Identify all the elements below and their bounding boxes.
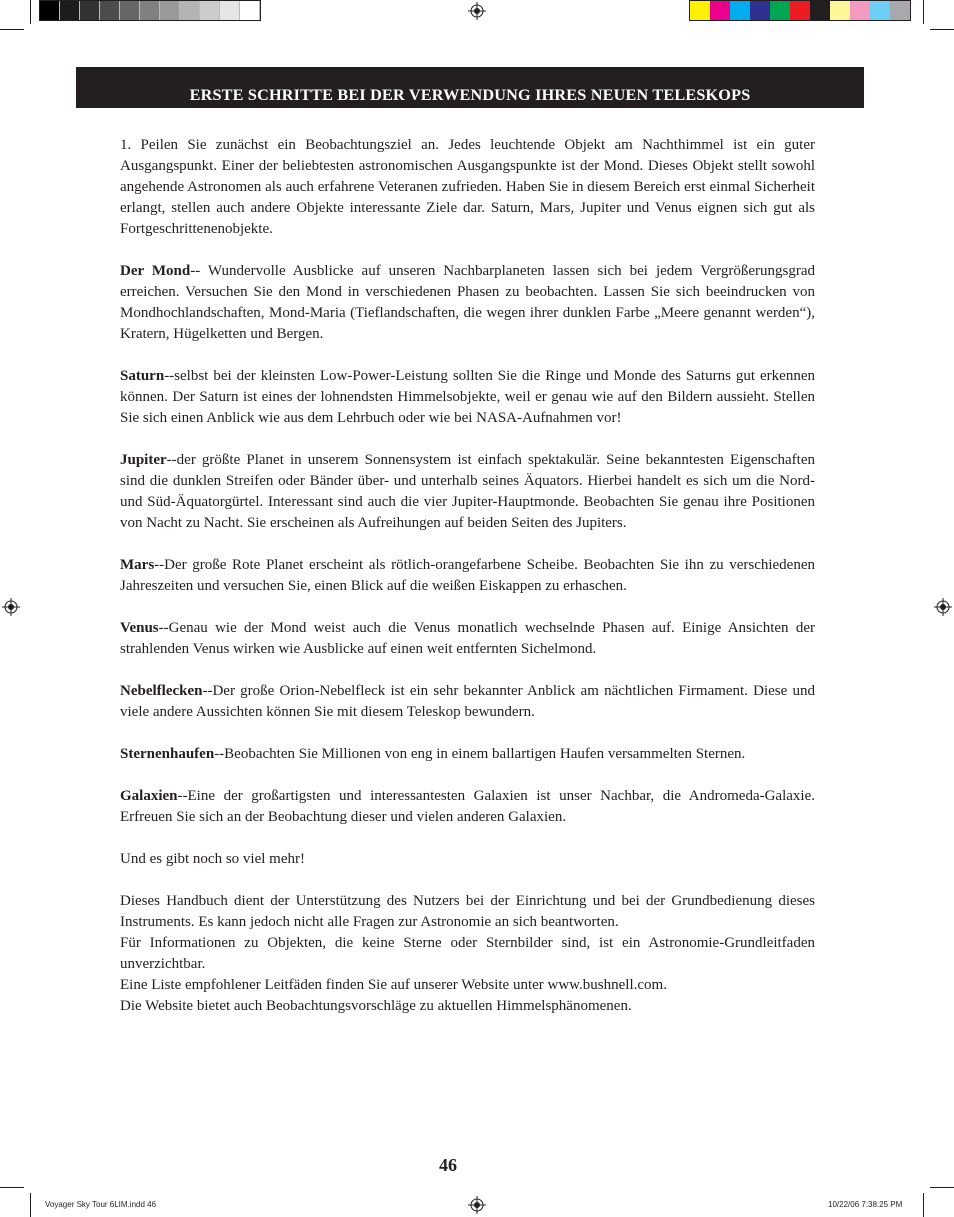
closing-line-2: Für Informationen zu Objekten, die keine Sterne oder Sternbilder sind, ist ein Astronomie-Grundleitfaden unverzichtbar. [120,935,815,972]
text-mars: --Der große Rote Planet erscheint als rötlich-orangefarbene Scheibe. Beobachten Sie ihn zu verschiedenen Jahreszeiten und versuchen Sie, einen Blick auf die weißen Eiskappen zu erhaschen. [120,557,815,594]
grayscale-swatch [140,1,160,20]
grayscale-swatch [200,1,220,20]
paragraph-mars [120,555,815,597]
grayscale-swatch [220,1,240,20]
page-number: 46 [439,1155,457,1175]
section-header-bar [76,67,864,108]
text-moon: -- Wundervolle Ausblicke auf unseren Nachbarplaneten lassen sich bei jedem Vergrößerungsgrad erreichen. Versuchen Sie den Mond in verschiedenen Phasen zu beobachten. Lassen Sie sich beeindrucken von Mondhochlandschaften, Mond-Maria (Tieflandschaften, die wegen ihrer dunklen Farbe „Meere genannt werden“), Kratern, Hügelketten und Bergen. [120,263,815,342]
term-venus: Venus [120,620,159,636]
term-nebulae: Nebelflecken [120,683,203,699]
text-saturn: --selbst bei der kleinsten Low-Power-Leistung sollten Sie die Ringe und Monde des Saturns gut erkennen können. Der Saturn ist eines der lohnendsten Himmelsobjekte, weil er genau wie auf den Bildern aussieht. Stellen Sie sich einen Anblick wie aus dem Lehrbuch oder wie bei NASA-Aufnahmen vor! [120,368,815,426]
color-swatch [690,1,710,20]
color-swatch [790,1,810,20]
crop-mark-bottom-right-v [923,1193,924,1217]
paragraph-venus [120,618,815,660]
color-swatch [850,1,870,20]
grayscale-swatch [60,1,80,20]
term-saturn: Saturn [120,368,165,384]
grayscale-swatch [40,1,60,20]
color-swatch [810,1,830,20]
grayscale-swatch [180,1,200,20]
slug-timestamp: 10/22/06 7:38:25 PM [828,1200,903,1209]
color-swatch [830,1,850,20]
text-venus: --Genau wie der Mond weist auch die Venus monatlich wechselnde Phasen auf. Einige Ansichten der strahlenden Venus wirken wie Ausblicke auf einen weit entfernten Sichelmond. [120,620,815,657]
crop-mark-top-right-v [923,0,924,24]
grayscale-swatch [100,1,120,20]
closing-line-4: Die Website bietet auch Beobachtungsvorschläge zu aktuellen Himmelsphänomenen. [120,998,632,1014]
term-moon: Der Mond [120,263,191,279]
paragraph-galaxies [120,786,815,828]
grayscale-swatch [120,1,140,20]
crop-mark-bottom-left-v [30,1193,31,1217]
color-swatch [730,1,750,20]
term-galaxies: Galaxien [120,788,178,804]
grayscale-swatch [160,1,180,20]
term-mars: Mars [120,557,155,573]
text-nebulae: --Der große Orion-Nebelfleck ist ein sehr bekannter Anblick am nächtlichen Firmament. Diese und viele andere Aussichten können Sie mit diesem Teleskop bewundern. [120,683,815,720]
grayscale-swatch [240,1,260,20]
grayscale-swatch [80,1,100,20]
closing-line-1: Dieses Handbuch dient der Unterstützung des Nutzers bei der Einrichtung und bei der Grundbedienung dieses Instruments. Es kann jedoch nicht alle Fragen zur Astronomie an sich beantworten. [120,893,815,930]
color-swatch [890,1,910,20]
section-title: ERSTE SCHRITTE BEI DER VERWENDUNG IHRES NEUEN TELESKOPS [189,86,751,104]
crop-mark-top-left-v [30,0,31,24]
registration-target-icon [468,1196,486,1214]
paragraph-nebulae [120,681,815,723]
grayscale-calibration-bar [39,0,261,21]
crop-mark-top-right-h [930,29,954,30]
crop-mark-top-left-h [0,29,24,30]
color-swatch [770,1,790,20]
registration-target-icon [2,598,20,616]
color-calibration-bar [689,0,911,21]
text-galaxies: --Eine der großartigsten und interessantesten Galaxien ist unser Nachbar, die Andromeda-Galaxie. Erfreuen Sie sich an der Beobachtung dieser und vielen anderen Galaxien. [120,788,815,825]
closing-line-3: Eine Liste empfohlener Leitfäden finden Sie auf unserer Website unter www.bushnell.com. [120,977,667,993]
paragraph-moon [120,261,815,345]
registration-target-icon [468,2,486,20]
color-swatch [750,1,770,20]
term-jupiter: Jupiter [120,452,167,468]
term-star-clusters: Sternenhaufen [120,746,215,762]
color-swatch [870,1,890,20]
crop-mark-bottom-left-h [0,1187,24,1188]
body-text [120,135,815,1017]
text-star-clusters: --Beobachten Sie Millionen von eng in einem ballartigen Haufen versammelten Sternen. [214,746,746,762]
paragraph-star-clusters [120,744,815,765]
registration-target-icon [934,598,952,616]
paragraph-saturn [120,366,815,429]
color-swatch [710,1,730,20]
crop-mark-bottom-right-h [930,1187,954,1188]
slug-filename: Voyager Sky Tour 6LIM.indd 46 [45,1200,157,1209]
text-jupiter: --der größte Planet in unserem Sonnensystem ist einfach spektakulär. Seine bekanntesten Eigenschaften sind die dunklen Streifen oder Bänder über- und unterhalb seines Äquators. Hierbei handelt es sich um die Nord- und Süd-Äquatorgürtel. Interessant sind auch die vier Jupiter-Hauptmonde. Beobachten Sie genau ihre Positionen von Nacht zu Nacht. Sie erscheinen als Aufreihungen auf beiden Seiten des Jupiters. [120,452,815,531]
paragraph-jupiter [120,450,815,534]
intro-paragraph: 1. Peilen Sie zunächst ein Beobachtungsziel an. Jedes leuchtende Objekt am Nachthimmel ist ein guter Ausgangspunkt. Einer der beliebtesten astronomischen Ausgangspunkte ist der Mond. Dieses Objekt stellt sowohl angehende Astronomen als auch erfahrene Veteranen zufrieden. Haben Sie in diesem Bereich erst einmal Sicherheit erlangt, stellen auch andere Objekte interessante Ziele dar. Saturn, Mars, Jupiter und Venus eignen sich gut als Fortgeschrittenenobjekte. [120,137,815,237]
more-paragraph: Und es gibt noch so viel mehr! [120,851,305,867]
